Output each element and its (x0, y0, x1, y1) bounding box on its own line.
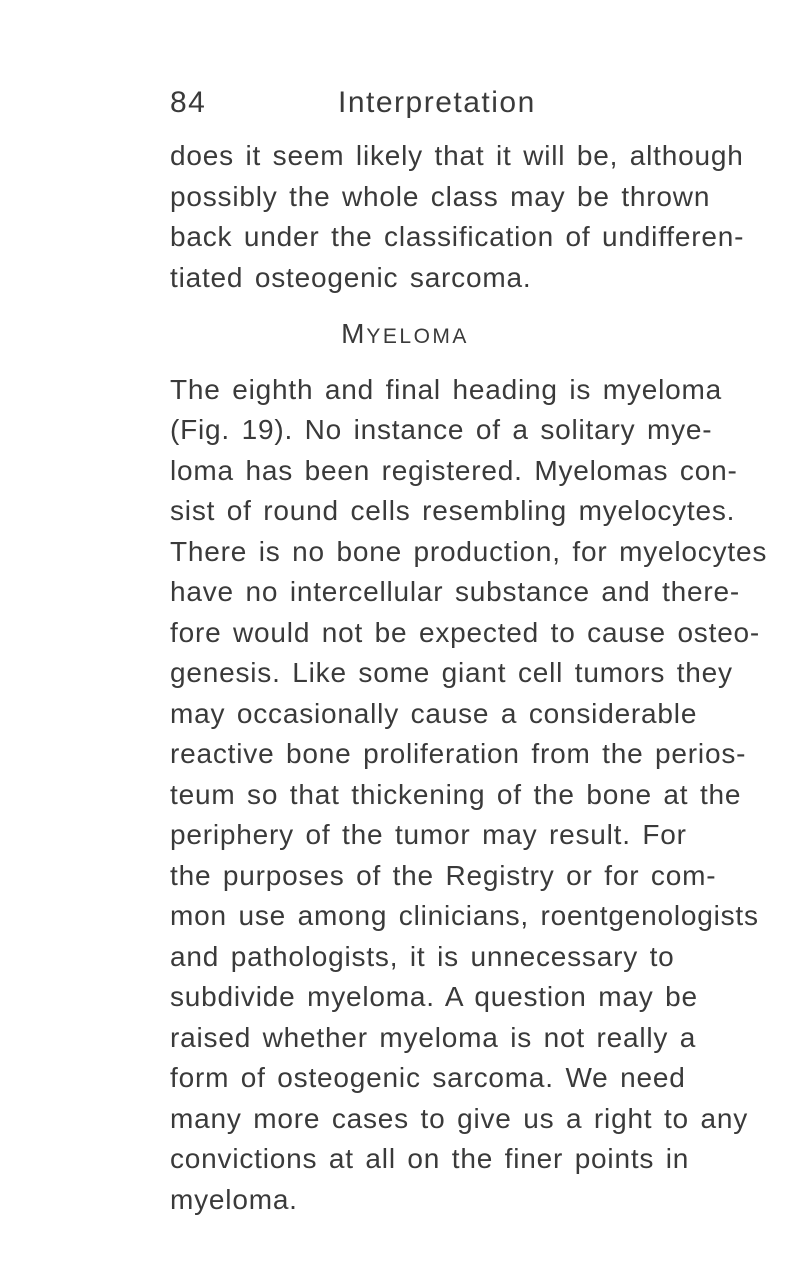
page-header (0, 86, 800, 126)
text-line: The eighth and final heading is myeloma (170, 373, 722, 405)
page-number: 84 (170, 86, 207, 119)
text-line: myeloma. (170, 1183, 298, 1215)
text-line: teum so that thickening of the bone at the (170, 778, 742, 810)
text-line: possibly the whole class may be thrown (170, 180, 711, 212)
text-line: convictions at all on the finer points in (170, 1143, 690, 1174)
section-heading-rest: YELOMA (366, 325, 469, 348)
text-line: tiated osteogenic sarcoma. (170, 261, 532, 293)
text-line: may occasionally cause a considerable (170, 697, 698, 729)
text-line: There is no bone production, for myelocytes (170, 535, 768, 567)
text-line: raised whether myeloma is not really a (170, 1021, 697, 1053)
running-head: Interpretation (338, 86, 536, 119)
body-text (170, 136, 768, 1220)
text-line: and pathologists, it is unnecessary to (170, 940, 675, 972)
section-heading (170, 314, 640, 358)
text-line: loma has been registered. Myelomas con- (170, 454, 738, 486)
text-line: the purposes of the Registry or for com- (170, 859, 717, 891)
text-line: (Fig. 19). No instance of a solitary mye- (170, 414, 713, 445)
section-heading-initial: M (341, 318, 367, 349)
text-line: mon use among clinicians, roentgenologists (170, 900, 759, 931)
text-line: form of osteogenic sarcoma. We need (170, 1062, 686, 1093)
text-line: genesis. Like some giant cell tumors they (170, 657, 733, 688)
text-line: does it seem likely that it will be, although (170, 140, 744, 171)
text-line: back under the classification of undifferen- (170, 221, 745, 252)
text-line: have no intercellular substance and there- (170, 576, 741, 607)
text-line: sist of round cells resembling myelocytes. (170, 495, 736, 526)
text-line: many more cases to give us a right to any (170, 1102, 749, 1134)
text-line: reactive bone proliferation from the perios- (170, 738, 747, 769)
text-line: periphery of the tumor may result. For (170, 819, 687, 850)
text-line: subdivide myeloma. A question may be (170, 981, 698, 1012)
text-line: fore would not be expected to cause osteo- (170, 616, 761, 648)
